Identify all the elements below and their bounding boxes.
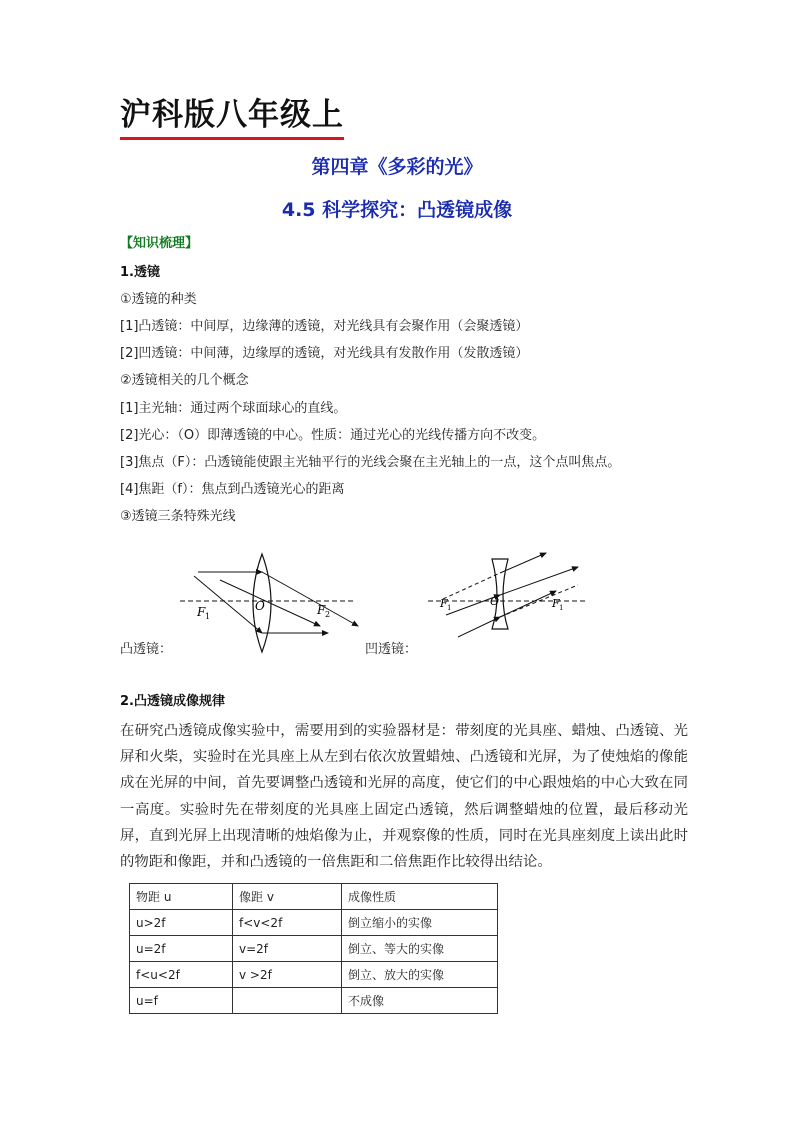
concave-label: 凹透镜： <box>365 642 418 657</box>
table-cell: v >2f <box>233 962 342 988</box>
svg-text:1: 1 <box>447 604 452 612</box>
table-cell: 倒立、等大的实像 <box>342 936 498 962</box>
table-row <box>130 910 498 936</box>
table-cell: f<v<2f <box>233 910 342 936</box>
concave-focus-right-label: F <box>552 597 560 610</box>
concave-center-label: O <box>490 595 500 608</box>
concave-lens-diagram <box>428 545 593 645</box>
concave-lens-shape <box>492 559 508 629</box>
lens-types-heading: ①透镜的种类 <box>120 292 197 307</box>
table-cell: 不成像 <box>342 988 498 1014</box>
concave-definition: [2]凹透镜：中间薄，边缘厚的透镜，对光线具有发散作用（发散透镜） <box>120 346 529 361</box>
svg-text:2: 2 <box>325 610 331 619</box>
table-cell: 倒立、放大的实像 <box>342 962 498 988</box>
table-row <box>130 962 498 988</box>
center-label: O <box>255 599 265 613</box>
part2-heading: 2.凸透镜成像规律 <box>120 694 225 709</box>
chapter-title: 第四章《多彩的光》 <box>311 156 483 178</box>
svg-text:1: 1 <box>205 612 211 621</box>
table-header-cell: 成像性质 <box>342 884 498 910</box>
table-cell: u=f <box>130 988 233 1014</box>
table-cell: 倒立缩小的实像 <box>342 910 498 936</box>
table-cell: u>2f <box>130 910 233 936</box>
part1-heading: 1.透镜 <box>120 265 160 280</box>
concepts-heading: ②透镜相关的几个概念 <box>120 373 249 388</box>
table-cell: f<u<2f <box>130 962 233 988</box>
convex-lens-diagram <box>180 548 360 658</box>
table-header-cell: 像距 v <box>233 884 342 910</box>
section-tag: 【知识梳理】 <box>120 236 199 251</box>
convex-definition: [1]凸透镜：中间厚，边缘薄的透镜，对光线具有会聚作用（会聚透镜） <box>120 319 529 334</box>
table-cell: u=2f <box>130 936 233 962</box>
section-title: 4.5 科学探究：凸透镜成像 <box>281 199 513 221</box>
table-header-row <box>130 884 498 910</box>
svg-text:1: 1 <box>559 604 564 612</box>
concept-main-axis: [1]主光轴：通过两个球面球心的直线。 <box>120 401 347 416</box>
experiment-paragraph: 在研究凸透镜成像实验中，需要用到的实验器材是：带刻度的光具座、蜡烛、凸透镜、光屏和火柴，实验时在光具座上从左到右依次放置蜡烛、凸透镜和光屏，为了使烛焰的像能成在光屏的中间，首先要调整凸透镜和光屏的高度，使它们的中心跟烛焰的中心大致在同一高度。实验时先在带刻度的光具座上固定凸透镜，然后调整蜡烛的位置，最后移动光屏，直到光屏上出现清晰的烛焰像为止，并观察像的性质，同时在光具座刻度上读出此时的物距和像距，并和凸透镜的一倍焦距和二倍焦距作比较得出结论。 <box>120 723 688 871</box>
concept-focal-length: [4]焦距（f）：焦点到凸透镜光心的距离 <box>120 482 345 497</box>
concept-focus: [3]焦点（F）：凸透镜能使跟主光轴平行的光线会聚在主光轴上的一点，这个点叫焦点。 <box>120 455 621 470</box>
special-rays-heading: ③透镜三条特殊光线 <box>120 509 236 524</box>
table-cell: v=2f <box>233 936 342 962</box>
focus-left-label: F <box>197 605 206 619</box>
page-header-title: 沪科版八年级上 <box>120 96 344 140</box>
concept-optical-center: [2]光心：（O）即薄透镜的中心。性质：通过光心的光线传播方向不改变。 <box>120 428 546 443</box>
convex-label: 凸透镜： <box>120 642 173 657</box>
table-cell <box>233 988 342 1014</box>
table-row <box>130 936 498 962</box>
table-row <box>130 988 498 1014</box>
table-header-cell: 物距 u <box>130 884 233 910</box>
imaging-rules-table <box>129 883 498 1014</box>
concave-focus-left-label: F <box>440 597 448 610</box>
focus-right-label: F <box>317 603 326 617</box>
